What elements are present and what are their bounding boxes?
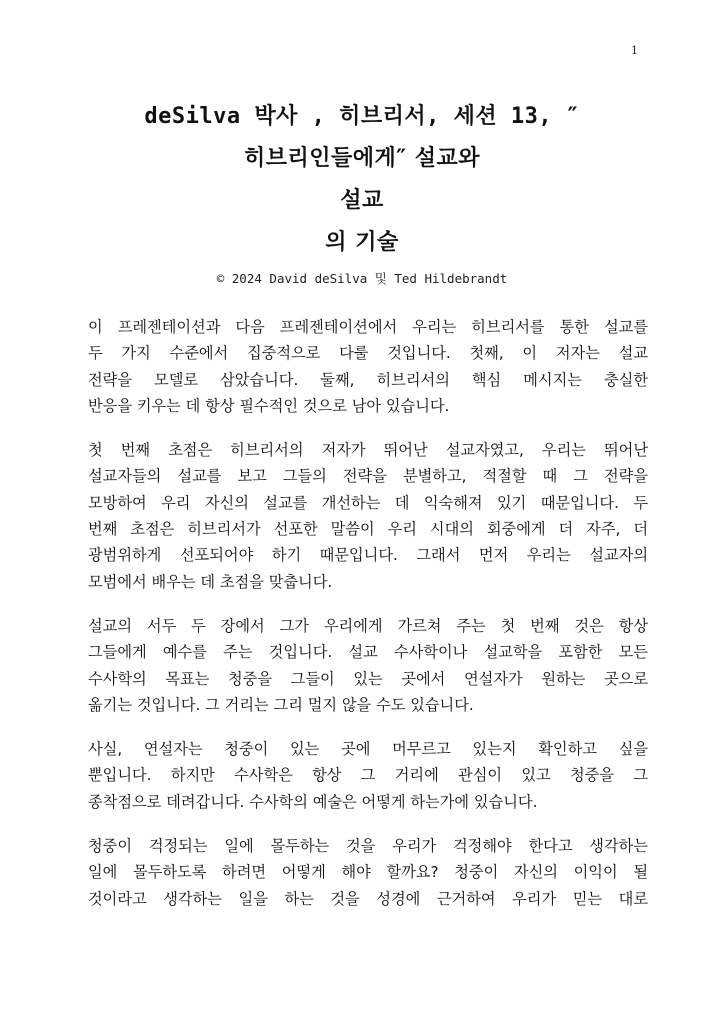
paragraph-line: 뿐입니다. 하지만 수사학은 항상 그 거리에 관심이 있고 청중을 그 [88,766,648,785]
title-line-1: deSilva 박사 , 히브리서, 세션 13, ″ [144,104,580,129]
title-line-4: 의 기술 [325,230,399,255]
body-text [88,314,648,930]
paragraph-2 [88,437,648,595]
copyright-notice: © 2024 David deSilva 및 Ted Hildebrandt [216,271,508,286]
paragraph-line: 그들에게 예수를 주는 것입니다. 설교 수사학이나 설교학을 포함한 모든 [88,643,648,662]
paragraph-line: 사실, 연설자는 청중이 있는 곳에 머무르고 있는지 확인하고 싶을 [88,740,648,759]
paragraph-4 [88,736,648,815]
title-line-3: 설교 [340,188,384,213]
paragraph-line: 수사학의 목표는 청중을 그들이 있는 곳에서 연설자가 원하는 곳으로 [88,669,648,688]
paragraph-5 [88,833,648,912]
paragraph-line: 광범위하게 선포되어야 하기 때문입니다. 그래서 먼저 우리는 설교자의 [88,546,648,565]
paragraph-line: 설교자들의 설교를 보고 그들의 전략을 분별하고, 적절할 때 그 전략을 [88,467,648,486]
paragraph-line: 전략을 모델로 삼았습니다. 둘째, 히브리서의 핵심 메시지는 충실한 [88,370,648,389]
paragraph-line: 두 가지 수준에서 집중적으로 다룰 것입니다. 첫째, 이 저자는 설교 [88,344,648,363]
document-title [0,96,724,264]
paragraph-line: 번째 초점은 히브리서가 선포한 말씀이 우리 시대의 회중에게 더 자주, 더 [88,520,648,539]
paragraph-3 [88,613,648,718]
paragraph-line: 모방하여 우리 자신의 설교를 개선하는 데 익숙해져 있기 때문입니다. 두 [88,493,648,512]
paragraph-line: 모범에서 배우는 데 초점을 맞춥니다. [88,572,333,591]
page-number: 1 [631,44,638,57]
paragraph-line: 것이라고 생각하는 일을 하는 것을 성경에 근거하여 우리가 믿는 대로 [88,889,648,908]
paragraph-line: 이 프레젠테이션과 다음 프레젠테이션에서 우리는 히브리서를 통한 설교를 [88,318,648,336]
paragraph-line: 첫 번째 초점은 히브리서의 저자가 뛰어난 설교자였고, 우리는 뛰어난 [88,441,648,460]
paragraph-line: 청중이 걱정되는 일에 몰두하는 것을 우리가 걱정해야 한다고 생각하는 [88,837,648,856]
paragraph-line: 설교의 서두 두 장에서 그가 우리에게 가르쳐 주는 첫 번째 것은 항상 [88,616,648,635]
paragraph-line: 반응을 키우는 데 항상 필수적인 것으로 남아 있습니다. [88,396,450,415]
paragraph-line: 옮기는 것입니다. 그 거리는 그리 멀지 않을 수도 있습니다. [88,695,474,714]
title-line-2: 히브리인들에게″ 설교와 [243,146,480,171]
paragraph-line: 일에 몰두하도록 하려면 어떻게 해야 할까요? 청중이 자신의 이익이 될 [88,863,648,882]
paragraph-1 [88,314,648,419]
paragraph-line: 종착점으로 데려갑니다. 수사학의 예술은 어떻게 하는가에 있습니다. [88,792,538,811]
